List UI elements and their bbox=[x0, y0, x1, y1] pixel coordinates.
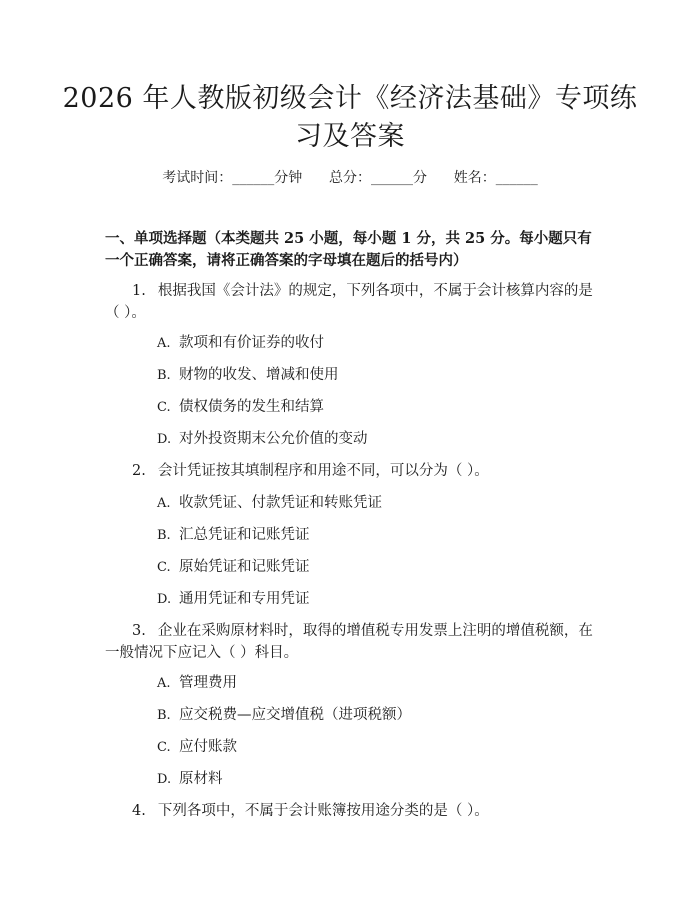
option-1c bbox=[157, 396, 324, 419]
option-1a bbox=[157, 332, 324, 355]
option-text: 原始凭证和记账凭证 bbox=[179, 559, 310, 575]
option-letter: A. bbox=[157, 496, 171, 511]
section-heading: 一、单项选择题（本类题共 25 小题，每小题 1 分，共 25 分。每小题只有一个正确答案，请将正确答案的字母填在题后的括号内） bbox=[105, 230, 592, 269]
option-1d bbox=[157, 428, 368, 451]
question-text: 会计凭证按其填制程序和用途不同，可以分为（ ）。 bbox=[157, 463, 489, 479]
option-letter: D. bbox=[157, 592, 172, 607]
option-3a bbox=[157, 672, 237, 695]
option-letter: C. bbox=[157, 400, 171, 415]
option-letter: A. bbox=[157, 676, 171, 691]
question-1 bbox=[105, 280, 605, 324]
document-title: 2026 年人教版初级会计《经济法基础》专项练习及答案 bbox=[62, 83, 638, 152]
question-number: 3. bbox=[132, 623, 146, 639]
option-text: 应付账款 bbox=[179, 739, 237, 755]
option-text: 原材料 bbox=[179, 771, 223, 787]
option-letter: B. bbox=[157, 368, 171, 383]
option-text: 通用凭证和专用凭证 bbox=[179, 591, 310, 607]
question-text: 下列各项中，不属于会计账簿按用途分类的是（ ）。 bbox=[157, 803, 489, 819]
question-number: 4. bbox=[132, 803, 146, 819]
question-number: 2. bbox=[132, 463, 146, 479]
option-text: 收款凭证、付款凭证和转账凭证 bbox=[179, 495, 382, 511]
question-2 bbox=[105, 460, 605, 482]
question-3 bbox=[105, 620, 605, 664]
option-letter: C. bbox=[157, 560, 171, 575]
option-letter: D. bbox=[157, 772, 172, 787]
option-2d bbox=[157, 588, 310, 611]
option-letter: C. bbox=[157, 740, 171, 755]
option-text: 财物的收发、增减和使用 bbox=[179, 367, 339, 383]
option-2a bbox=[157, 492, 382, 515]
option-letter: A. bbox=[157, 336, 171, 351]
option-1b bbox=[157, 364, 339, 387]
question-number: 1. bbox=[132, 283, 146, 299]
option-letter: B. bbox=[157, 708, 171, 723]
option-text: 应交税费—应交增值税（进项税额） bbox=[179, 707, 411, 723]
option-text: 款项和有价证券的收付 bbox=[179, 335, 324, 351]
option-letter: B. bbox=[157, 528, 171, 543]
option-text: 汇总凭证和记账凭证 bbox=[179, 527, 310, 543]
option-letter: D. bbox=[157, 432, 172, 447]
option-2c bbox=[157, 556, 310, 579]
question-4 bbox=[105, 800, 605, 822]
option-text: 对外投资期末公允价值的变动 bbox=[179, 431, 368, 447]
option-3d bbox=[157, 768, 223, 791]
option-3c bbox=[157, 736, 237, 759]
option-3b bbox=[157, 704, 411, 727]
option-text: 管理费用 bbox=[179, 675, 237, 691]
exam-info-line: 考试时间：______分钟 总分：______分 姓名：______ bbox=[162, 170, 538, 186]
question-text: 根据我国《会计法》的规定，下列各项中，不属于会计核算内容的是（ ）。 bbox=[105, 283, 593, 321]
question-text: 企业在采购原材料时，取得的增值税专用发票上注明的增值税额，在一般情况下应记入（ ）科目。 bbox=[105, 623, 593, 661]
option-text: 债权债务的发生和结算 bbox=[179, 399, 324, 415]
option-2b bbox=[157, 524, 310, 547]
